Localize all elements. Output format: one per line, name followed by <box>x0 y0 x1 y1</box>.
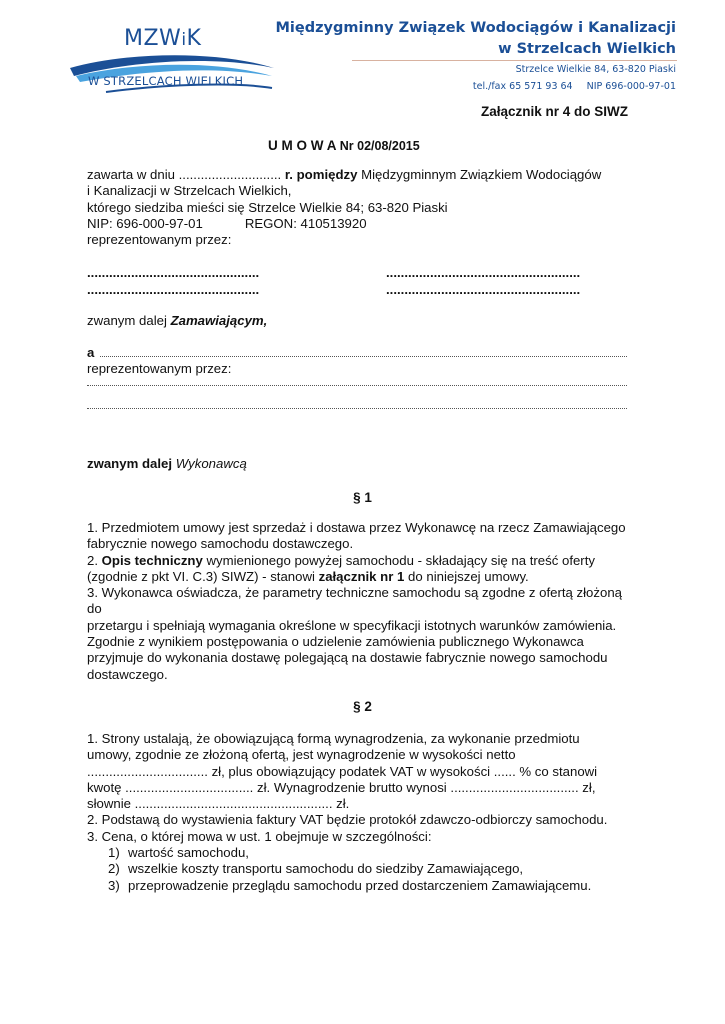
section-1-heading: § 1 <box>353 490 372 505</box>
org-name-line1: Międzygminny Związek Wodociągów i Kanalizacji <box>275 20 676 36</box>
s2-line7: 3. Cena, o której mowa w ust. 1 obejmuje w szczególności: <box>87 828 432 844</box>
party-a-fill-line <box>100 356 627 357</box>
org-address: Strzelce Wielkie 84, 63-820 Piaski <box>515 64 676 75</box>
intro-line3: którego siedziba mieści się Strzelce Wielkie 84; 63-820 Piaski <box>87 199 448 215</box>
s1-p3-line3: przetargu i spełniają wymagania określone w specyfikacji istotnych warunków zamówienia. <box>87 617 617 633</box>
attachment-label: Załącznik nr 4 do SIWZ <box>481 104 629 119</box>
party-a-label: a <box>87 345 95 360</box>
s2-line4: kwotę ................................... zł. Wynagrodzenie brutto wynosi ................................... zł, <box>87 779 596 795</box>
signature-line-left-1: ............................................... <box>87 265 260 280</box>
list-item: 2) wszelkie koszty transportu samochodu do siedziby Zamawiającego, <box>108 861 524 877</box>
org-phone: tel./fax 65 571 93 64 <box>472 81 573 92</box>
s1-p1-line1: 1. Przedmiotem umowy jest sprzedaż i dostawa przez Wykonawcę na rzecz Zamawiającego <box>87 520 626 535</box>
signature-line-right-1: ..................................................... <box>386 265 581 280</box>
wykonawca-line: zwanym dalej Wykonawcą <box>87 456 247 471</box>
org-contact <box>276 80 677 93</box>
logo-title: MZWiK <box>124 26 202 51</box>
s2-line2: umowy, zgodnie ze złożoną ofertą, jest wynagrodzenie w wysokości netto <box>87 747 516 763</box>
represented-fill-line-2 <box>87 408 627 409</box>
represented-fill-line-1 <box>87 385 627 386</box>
s1-p1-line2: fabrycznie nowego samochodu dostawczego. <box>87 536 354 552</box>
section-2-body <box>87 731 647 845</box>
zamawiajacy-line: zwanym dalej Zamawiającym, <box>87 313 268 328</box>
signature-line-left-2: ............................................... <box>87 282 260 297</box>
s1-p2-line1: 2. Opis techniczny wymienionego powyżej samochodu - składający się na treść oferty <box>87 552 595 568</box>
party-a-represented: reprezentowanym przez: <box>87 361 232 376</box>
intro-line1: zawarta w dniu ............................ r. pomiędzy Międzygminnym Związkiem Wodociągów <box>87 167 602 182</box>
s1-p3-line6: dostawczego. <box>87 666 168 682</box>
intro-line2: i Kanalizacji w Strzelcach Wielkich, <box>87 183 292 199</box>
section-1-body <box>87 520 647 683</box>
signature-line-right-2: ..................................................... <box>386 282 581 297</box>
price-components-list <box>108 845 591 894</box>
logo-subtitle: W STRZELCACH WIELKICH <box>88 74 244 88</box>
intro-paragraph <box>87 167 647 248</box>
s2-line6: 2. Podstawą do wystawienia faktury VAT będzie protokół zdawczo-odbiorczy samochodu. <box>87 812 608 828</box>
s2-line1: 1. Strony ustalają, że obowiązującą formą wynagrodzenia, za wykonanie przedmiotu <box>87 731 580 746</box>
section-2-heading: § 2 <box>353 699 372 714</box>
s1-p2-line2: (zgodnie z pkt VI. C.3) SIWZ) - stanowi załącznik nr 1 do niniejszej umowy. <box>87 568 529 584</box>
header-rule <box>352 60 677 61</box>
s1-p3-line2: do <box>87 601 102 617</box>
org-name-line2: w Strzelcach Wielkich <box>498 41 676 57</box>
s1-p3-line5: przyjmuje do wykonania dostawę polegającą na dostawie fabrycznie nowego samochodu <box>87 650 608 666</box>
s1-p3-line4: Zgodnie z wynikiem postępowania o udzielenie zamówienia publicznego Wykonawca <box>87 634 584 650</box>
list-item: 1) wartość samochodu, <box>108 845 249 860</box>
s2-line3: ................................. zł, plus obowiązujący podatek VAT w wysokości ...... % co stanowi <box>87 763 598 779</box>
mzwik-logo <box>66 22 278 98</box>
intro-line4: NIP: 696-000-97-01 REGON: 410513920 <box>87 215 367 231</box>
s1-p3-line1: 3. Wykonawca oświadcza, że parametry techniczne samochodu są zgodne z ofertą złożoną <box>87 585 622 601</box>
org-nip: NIP 696-000-97-01 <box>586 81 676 92</box>
s2-line5: słownie ...................................................... zł. <box>87 796 350 812</box>
document-title: U M O W A Nr 02/08/2015 <box>268 138 420 153</box>
intro-line5: reprezentowanym przez: <box>87 232 232 248</box>
list-item: 3) przeprowadzenie przeglądu samochodu przed dostarczeniem Zamawiającemu. <box>108 877 592 893</box>
organization-header <box>276 18 677 93</box>
